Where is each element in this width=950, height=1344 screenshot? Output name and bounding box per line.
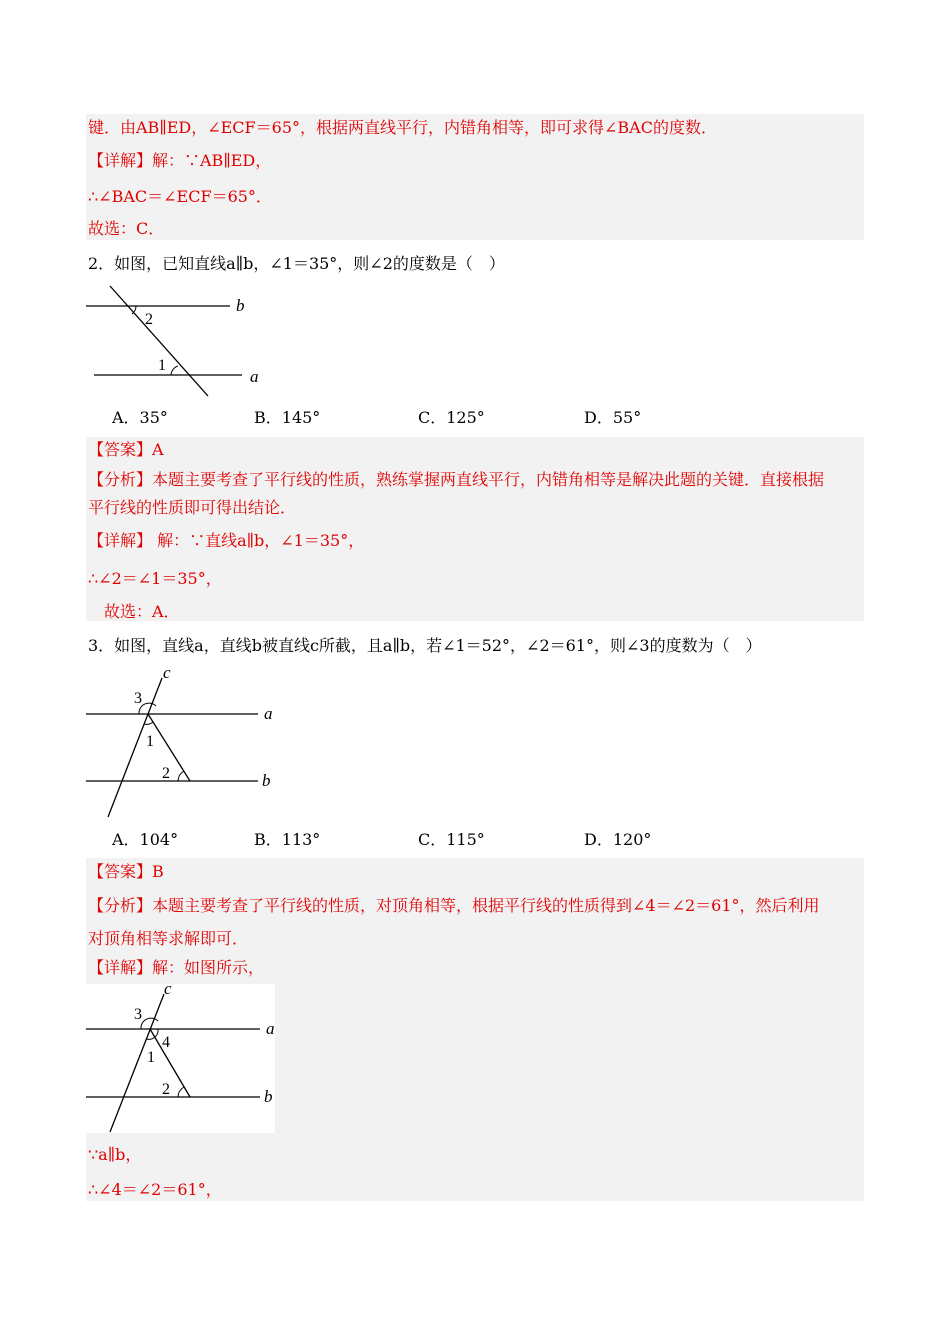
q2-detail-line2: ∴∠2＝∠1＝35°， <box>88 569 222 588</box>
q2-stem: 2．如图，已知直线a∥b，∠1＝35°，则∠2的度数是（ ） <box>88 254 505 273</box>
q3-detail-line3: ∴∠4＝∠2＝61°， <box>88 1180 222 1199</box>
q3-sol-label-angle2: 2 <box>162 1081 170 1098</box>
q3-option-c: C．115° <box>418 830 485 849</box>
q2-detail-line3: 故选：A． <box>104 602 180 621</box>
q1-conclusion-line: ∴∠BAC＝∠ECF＝65°． <box>88 187 272 206</box>
q2-analysis-line2: 平行线的性质即可得出结论． <box>88 498 297 517</box>
q3-label-angle2: 2 <box>162 765 170 782</box>
q3-sol-label-a: a <box>266 1019 275 1038</box>
q3-label-a: a <box>264 704 273 723</box>
q2-detail-line1: 【详解】 解：∵直线a∥b，∠1＝35°， <box>88 531 365 550</box>
q3-sol-angle3-arc <box>141 1018 158 1029</box>
q2-answer: 【答案】A <box>88 440 164 459</box>
q3-sol-angle4-arc <box>155 1029 158 1037</box>
q1-detail-line: 【详解】解：∵AB∥ED， <box>88 151 272 170</box>
q2-solution-block <box>86 437 864 621</box>
q3-option-b: B．113° <box>254 830 321 849</box>
q3-sol-label-b: b <box>264 1087 273 1106</box>
q2-option-a: A．35° <box>112 408 168 427</box>
q3-option-d: D．120° <box>584 830 652 849</box>
q2-angle2-arc <box>132 306 136 314</box>
q1-choice-line: 故选：C． <box>88 219 165 238</box>
q3-detail-line1: 【详解】解：如图所示， <box>88 958 265 977</box>
q3-answer: 【答案】B <box>88 862 164 881</box>
q3-angle2-arc <box>178 771 184 781</box>
q2-option-b: B．145° <box>254 408 321 427</box>
q3-option-a: A．104° <box>112 830 179 849</box>
q3-analysis-line1: 【分析】本题主要考查了平行线的性质，对顶角相等，根据平行线的性质得到∠4＝∠2＝61°，然后利用 <box>88 896 820 915</box>
q2-label-angle2: 2 <box>145 311 153 328</box>
q2-angle1-arc <box>171 366 178 375</box>
q2-option-d: D．55° <box>584 408 642 427</box>
q3-solution-figure <box>86 984 275 1133</box>
q2-analysis-line1: 【分析】本题主要考查了平行线的性质，熟练掌握两直线平行，内错角相等是解决此题的关键．直接根据 <box>88 470 825 489</box>
q3-label-b: b <box>262 771 271 790</box>
q3-label-c: c <box>163 663 171 682</box>
q2-label-b: b <box>236 296 245 315</box>
q3-figure <box>86 662 286 822</box>
q3-sol-angle2-arc <box>178 1087 184 1097</box>
q3-sol-segment <box>150 1029 190 1097</box>
q3-sol-label-c: c <box>164 984 172 998</box>
q3-sol-label-angle1: 1 <box>147 1049 155 1066</box>
q3-sol-label-angle3: 3 <box>134 1006 142 1023</box>
q2-option-c: C．125° <box>418 408 485 427</box>
q1-analysis-line: 键．由AB∥ED，∠ECF＝65°，根据两直线平行，内错角相等，即可求得∠BAC的度数． <box>88 118 717 137</box>
q3-detail-line2: ∵a∥b， <box>88 1145 142 1164</box>
q3-label-angle1: 1 <box>146 733 154 750</box>
q3-sol-label-angle4: 4 <box>162 1034 170 1051</box>
q2-transversal <box>110 286 208 396</box>
q2-label-angle1: 1 <box>158 357 166 374</box>
q3-label-angle3: 3 <box>134 690 142 707</box>
q2-figure <box>86 282 286 402</box>
q2-label-a: a <box>250 367 259 386</box>
q3-stem: 3．如图，直线a，直线b被直线c所截，且a∥b，若∠1＝52°，∠2＝61°，则∠3的度数为（ ） <box>88 636 762 655</box>
q3-analysis-line2: 对顶角相等求解即可． <box>88 929 249 948</box>
